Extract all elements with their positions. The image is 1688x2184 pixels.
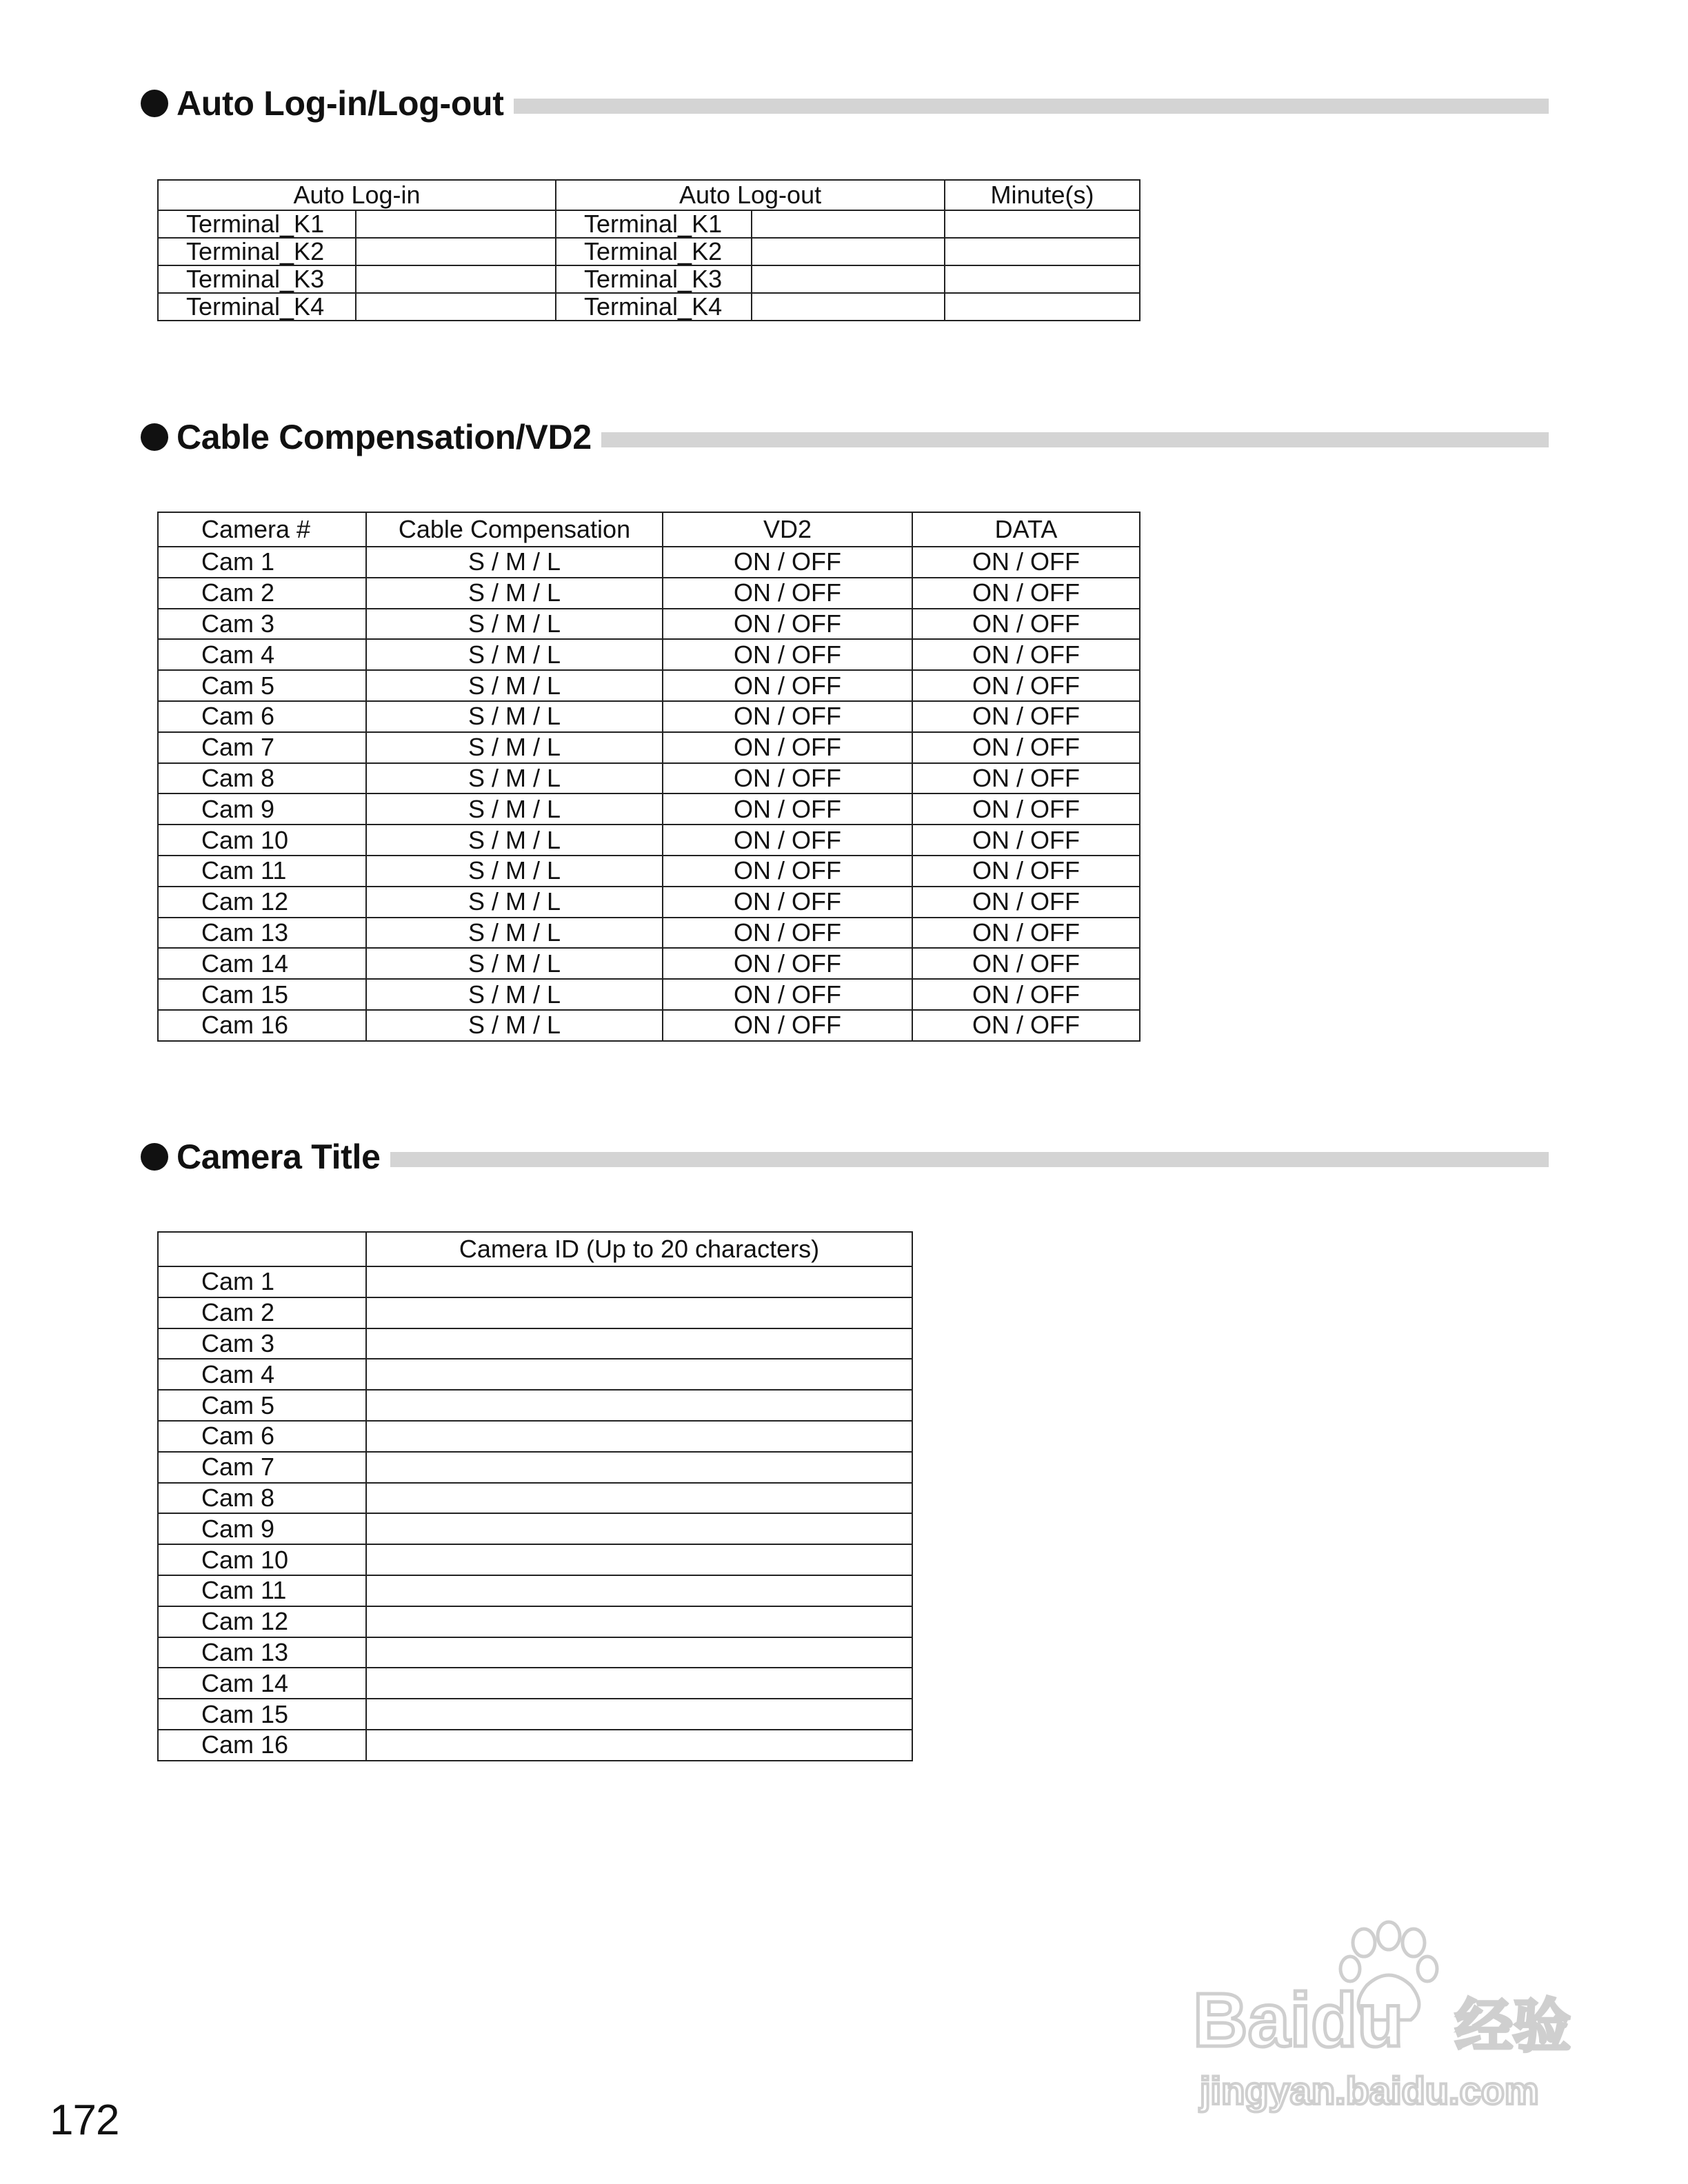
vd2-option: ON / OFF — [663, 979, 912, 1010]
camera-id-entry-cell — [366, 1452, 912, 1483]
vd2-option: ON / OFF — [663, 547, 912, 578]
data-option: ON / OFF — [912, 979, 1140, 1010]
camera-id-entry-cell — [366, 1575, 912, 1606]
header-minutes: Minute(s) — [945, 180, 1140, 210]
bullet-icon — [141, 90, 168, 117]
cable-compensation-option: S / M / L — [366, 825, 663, 856]
vd2-option: ON / OFF — [663, 793, 912, 825]
login-terminal-label: Terminal_K1 — [158, 210, 356, 238]
camera-title-table — [157, 1231, 913, 1761]
minutes-entry-cell — [945, 265, 1140, 293]
camera-label: Cam 6 — [158, 1421, 366, 1452]
page-number: 172 — [50, 2096, 119, 2144]
cable-compensation-option: S / M / L — [366, 732, 663, 763]
table-row — [158, 979, 1140, 1010]
cable-compensation-option: S / M / L — [366, 609, 663, 640]
camera-label: Cam 5 — [158, 1390, 366, 1421]
cable-compensation-option: S / M / L — [366, 793, 663, 825]
cable-compensation-option: S / M / L — [366, 763, 663, 794]
watermark-brand: Baidu — [1193, 1978, 1404, 2063]
table-row — [158, 1266, 912, 1297]
camera-id-entry-cell — [366, 1606, 912, 1637]
section-rule — [601, 432, 1549, 447]
table-row — [158, 1730, 912, 1761]
camera-id-entry-cell — [366, 1544, 912, 1575]
vd2-option: ON / OFF — [663, 732, 912, 763]
camera-id-entry-cell — [366, 1637, 912, 1668]
camera-label: Cam 6 — [158, 701, 366, 732]
logout-terminal-label: Terminal_K1 — [556, 210, 752, 238]
table-row — [158, 1575, 912, 1606]
vd2-option: ON / OFF — [663, 887, 912, 918]
vd2-option: ON / OFF — [663, 948, 912, 979]
table-row — [158, 265, 1140, 293]
table-row — [158, 293, 1140, 321]
table-row — [158, 1544, 912, 1575]
table-row — [158, 1010, 1140, 1041]
table-row — [158, 763, 1140, 794]
cable-compensation-option: S / M / L — [366, 639, 663, 670]
data-option: ON / OFF — [912, 918, 1140, 949]
cable-compensation-option: S / M / L — [366, 948, 663, 979]
data-option: ON / OFF — [912, 578, 1140, 609]
header-empty-cell — [158, 1232, 366, 1266]
cable-compensation-option: S / M / L — [366, 979, 663, 1010]
table-row — [158, 578, 1140, 609]
header-camera-number: Camera # — [158, 512, 366, 547]
table-row — [158, 887, 1140, 918]
camera-label: Cam 14 — [158, 948, 366, 979]
camera-label: Cam 8 — [158, 763, 366, 794]
bullet-icon — [141, 423, 168, 451]
camera-id-entry-cell — [366, 1730, 912, 1761]
header-camera-id: Camera ID (Up to 20 characters) — [366, 1232, 912, 1266]
paw-toe-icon — [1418, 1957, 1437, 1981]
table-row — [158, 1421, 912, 1452]
table-row — [158, 1328, 912, 1359]
data-option: ON / OFF — [912, 856, 1140, 887]
paw-toe-icon — [1353, 1929, 1375, 1957]
section-header-auto-login — [141, 84, 1549, 123]
minutes-entry-cell — [945, 293, 1140, 321]
camera-id-entry-cell — [366, 1668, 912, 1699]
camera-label: Cam 11 — [158, 1575, 366, 1606]
camera-label: Cam 4 — [158, 1359, 366, 1390]
data-option: ON / OFF — [912, 1010, 1140, 1041]
table-row — [158, 1606, 912, 1637]
header-auto-login: Auto Log-in — [158, 180, 556, 210]
header-data: DATA — [912, 512, 1140, 547]
camera-label: Cam 2 — [158, 1297, 366, 1328]
cable-compensation-option: S / M / L — [366, 1010, 663, 1041]
camera-label: Cam 1 — [158, 547, 366, 578]
vd2-option: ON / OFF — [663, 856, 912, 887]
camera-label: Cam 11 — [158, 856, 366, 887]
vd2-option: ON / OFF — [663, 1010, 912, 1041]
vd2-option: ON / OFF — [663, 639, 912, 670]
watermark-cn: 经验 — [1455, 1992, 1571, 2060]
camera-label: Cam 12 — [158, 887, 366, 918]
vd2-option: ON / OFF — [663, 578, 912, 609]
camera-label: Cam 15 — [158, 979, 366, 1010]
camera-id-entry-cell — [366, 1483, 912, 1514]
camera-label: Cam 9 — [158, 1513, 366, 1544]
camera-label: Cam 1 — [158, 1266, 366, 1297]
camera-label: Cam 5 — [158, 670, 366, 701]
camera-id-entry-cell — [366, 1513, 912, 1544]
table-row — [158, 856, 1140, 887]
table-row — [158, 793, 1140, 825]
camera-label: Cam 10 — [158, 1544, 366, 1575]
login-entry-cell — [356, 238, 556, 265]
cable-compensation-table — [157, 512, 1141, 1042]
table-row — [158, 1390, 912, 1421]
data-option: ON / OFF — [912, 825, 1140, 856]
data-option: ON / OFF — [912, 948, 1140, 979]
bullet-icon — [141, 1143, 168, 1171]
logout-entry-cell — [752, 238, 945, 265]
table-header-row — [158, 1232, 912, 1266]
camera-label: Cam 13 — [158, 918, 366, 949]
table-row — [158, 1297, 912, 1328]
table-row — [158, 825, 1140, 856]
table-row — [158, 1637, 912, 1668]
watermark-url: jingyan.baidu.com — [1200, 2069, 1539, 2112]
vd2-option: ON / OFF — [663, 609, 912, 640]
vd2-option: ON / OFF — [663, 670, 912, 701]
camera-label: Cam 3 — [158, 609, 366, 640]
cable-compensation-option: S / M / L — [366, 578, 663, 609]
camera-label: Cam 15 — [158, 1699, 366, 1730]
paw-toe-icon — [1378, 1922, 1400, 1950]
camera-label: Cam 7 — [158, 1452, 366, 1483]
header-cable-compensation: Cable Compensation — [366, 512, 663, 547]
table-row — [158, 732, 1140, 763]
login-terminal-label: Terminal_K4 — [158, 293, 356, 321]
camera-id-entry-cell — [366, 1266, 912, 1297]
header-auto-logout: Auto Log-out — [556, 180, 945, 210]
table-row — [158, 1359, 912, 1390]
data-option: ON / OFF — [912, 609, 1140, 640]
camera-label: Cam 14 — [158, 1668, 366, 1699]
minutes-entry-cell — [945, 210, 1140, 238]
table-row — [158, 547, 1140, 578]
login-terminal-label: Terminal_K2 — [158, 238, 356, 265]
data-option: ON / OFF — [912, 887, 1140, 918]
table-header-row — [158, 512, 1140, 547]
data-option: ON / OFF — [912, 639, 1140, 670]
table-row — [158, 238, 1140, 265]
login-entry-cell — [356, 265, 556, 293]
section-title: Cable Compensation/VD2 — [177, 418, 592, 456]
camera-label: Cam 2 — [158, 578, 366, 609]
vd2-option: ON / OFF — [663, 918, 912, 949]
minutes-entry-cell — [945, 238, 1140, 265]
data-option: ON / OFF — [912, 763, 1140, 794]
table-row — [158, 1452, 912, 1483]
data-option: ON / OFF — [912, 670, 1140, 701]
section-title: Auto Log-in/Log-out — [177, 84, 504, 123]
cable-compensation-option: S / M / L — [366, 887, 663, 918]
logout-terminal-label: Terminal_K4 — [556, 293, 752, 321]
camera-label: Cam 16 — [158, 1730, 366, 1761]
camera-label: Cam 16 — [158, 1010, 366, 1041]
table-row — [158, 948, 1140, 979]
camera-label: Cam 7 — [158, 732, 366, 763]
logout-entry-cell — [752, 293, 945, 321]
camera-id-entry-cell — [366, 1359, 912, 1390]
data-option: ON / OFF — [912, 701, 1140, 732]
camera-id-entry-cell — [366, 1328, 912, 1359]
table-row — [158, 1483, 912, 1514]
logout-terminal-label: Terminal_K2 — [556, 238, 752, 265]
camera-label: Cam 10 — [158, 825, 366, 856]
logout-entry-cell — [752, 265, 945, 293]
table-header-row — [158, 180, 1140, 210]
cable-compensation-option: S / M / L — [366, 701, 663, 732]
vd2-option: ON / OFF — [663, 825, 912, 856]
table-row — [158, 670, 1140, 701]
camera-id-entry-cell — [366, 1699, 912, 1730]
login-entry-cell — [356, 293, 556, 321]
section-title: Camera Title — [177, 1138, 381, 1176]
camera-id-entry-cell — [366, 1297, 912, 1328]
table-row — [158, 210, 1140, 238]
table-row — [158, 918, 1140, 949]
section-header-cable-compensation — [141, 418, 1549, 456]
table-row — [158, 1699, 912, 1730]
vd2-option: ON / OFF — [663, 763, 912, 794]
header-vd2: VD2 — [663, 512, 912, 547]
auto-login-table — [157, 179, 1141, 321]
logout-entry-cell — [752, 210, 945, 238]
cable-compensation-option: S / M / L — [366, 670, 663, 701]
section-rule — [514, 99, 1549, 114]
vd2-option: ON / OFF — [663, 701, 912, 732]
table-row — [158, 701, 1140, 732]
data-option: ON / OFF — [912, 793, 1140, 825]
camera-id-entry-cell — [366, 1421, 912, 1452]
cable-compensation-option: S / M / L — [366, 547, 663, 578]
cable-compensation-option: S / M / L — [366, 856, 663, 887]
table-row — [158, 1668, 912, 1699]
cable-compensation-option: S / M / L — [366, 918, 663, 949]
camera-label: Cam 8 — [158, 1483, 366, 1514]
paw-toe-icon — [1403, 1929, 1425, 1957]
section-rule — [390, 1152, 1549, 1167]
table-row — [158, 1513, 912, 1544]
data-option: ON / OFF — [912, 547, 1140, 578]
camera-label: Cam 4 — [158, 639, 366, 670]
baidu-jingyan-watermark — [1186, 1917, 1586, 2123]
logout-terminal-label: Terminal_K3 — [556, 265, 752, 293]
camera-label: Cam 9 — [158, 793, 366, 825]
camera-id-entry-cell — [366, 1390, 912, 1421]
table-row — [158, 639, 1140, 670]
camera-label: Cam 13 — [158, 1637, 366, 1668]
camera-label: Cam 3 — [158, 1328, 366, 1359]
table-row — [158, 609, 1140, 640]
login-terminal-label: Terminal_K3 — [158, 265, 356, 293]
data-option: ON / OFF — [912, 732, 1140, 763]
camera-label: Cam 12 — [158, 1606, 366, 1637]
section-header-camera-title — [141, 1138, 1549, 1176]
login-entry-cell — [356, 210, 556, 238]
